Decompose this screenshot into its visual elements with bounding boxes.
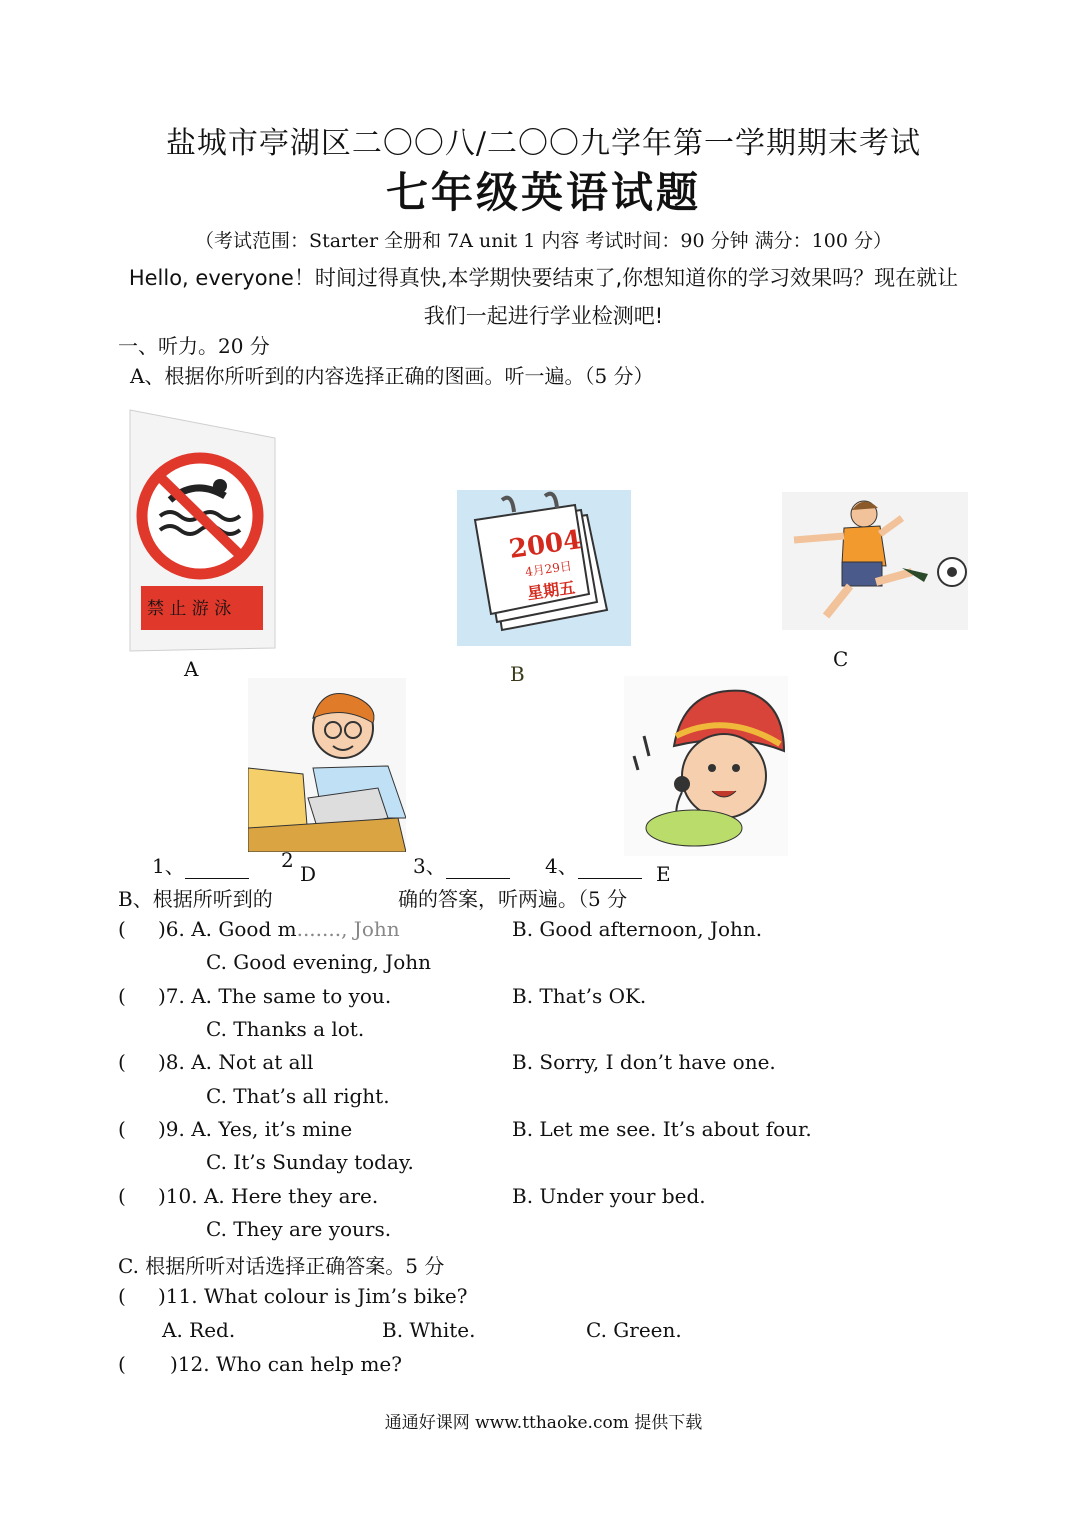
blank-4-line[interactable] [578,860,642,879]
blank-3-label: 3、 [413,854,446,878]
q9-option-c: C. It’s Sunday today. [206,1150,414,1174]
q6-option-a: )6. A. Good m [158,917,297,941]
part-b-instruction-right: 确的答案，听两遍。（5 分 [398,887,628,911]
exam-subtitle: （考试范围：Starter 全册和 7A unit 1 内容 考试时间：90 分钟 满分：100 分） [195,230,892,252]
q8-option-a: )8. A. Not at all [158,1050,314,1074]
q8-option-c: C. That’s all right. [206,1084,390,1108]
question-11 [118,1284,467,1308]
q10-option-b: B. Under your bed. [512,1184,706,1208]
blank-1-line[interactable] [185,860,249,879]
picture-d [248,678,406,852]
calendar-weekday: 星期五 [526,577,577,604]
picture-e [624,676,788,856]
exam-title-main: 七年级英语试题 [385,168,701,217]
answer-paren[interactable]: ( [118,984,126,1008]
picture-c [782,492,968,630]
q11-option-c: C. Green. [586,1318,682,1342]
blank-1-label: 1、 [152,854,185,878]
q9-option-a: )9. A. Yes, it’s mine [158,1117,353,1141]
calendar-date: 4月29日 [524,558,573,580]
football-player-icon [782,492,968,630]
question-10 [118,1184,378,1208]
q7-option-c: C. Thanks a lot. [206,1017,365,1041]
intro-line-2: 我们一起进行学业检测吧! [423,304,664,328]
section-heading-listening: 一、听力。20 分 [118,334,270,358]
boy-with-headphones-icon [624,676,788,856]
q11-option-a: A. Red. [162,1318,236,1342]
question-6 [118,917,400,941]
calendar-year: 2004 [507,525,584,565]
q7-option-b: B. That’s OK. [512,984,647,1008]
sign-text: 禁 止 游 泳 [147,599,232,619]
picture-a [125,408,280,653]
answer-blank-4[interactable] [545,850,642,879]
answer-paren[interactable]: ( [118,1050,126,1074]
q11-text: )11. What colour is Jim’s bike? [158,1284,468,1308]
blank-3-line[interactable] [446,860,510,879]
picture-label-c: C [833,647,849,671]
picture-label-e: E [656,862,671,886]
part-a-instruction: A、根据你所听到的内容选择正确的图画。听一遍。（5 分） [130,364,654,388]
intro-line-1: Hello, everyone！时间过得真快,本学期快要结束了,你想知道你的学习效果吗？现在就让 [128,266,959,290]
blank-4-label: 4、 [545,854,578,878]
q6-option-c: C. Good evening, John [206,950,431,974]
q6-option-b: B. Good afternoon, John. [512,917,763,941]
picture-b [457,490,631,646]
answer-paren[interactable]: ( [118,1284,126,1308]
q8-option-b: B. Sorry, I don’t have one. [512,1050,776,1074]
q12-text: )12. Who can help me? [170,1352,402,1376]
boy-at-computer-icon [248,678,406,852]
answer-blank-1[interactable] [152,850,249,879]
answer-paren[interactable]: ( [118,1117,126,1141]
footer-source: 通通好课网 www.tthaoke.com 提供下载 [384,1413,703,1433]
q10-option-a: )10. A. Here they are. [158,1184,379,1208]
answer-paren[interactable]: ( [118,1352,126,1376]
picture-label-b: B [510,662,525,686]
question-12 [118,1352,402,1376]
part-b-instruction-left: B、根据所听到的 [118,887,273,911]
picture-label-a: A [184,657,199,681]
q10-option-c: C. They are yours. [206,1217,392,1241]
blank-2-fragment: 2 [281,848,294,872]
answer-paren[interactable]: ( [118,917,126,941]
q7-option-a: )7. A. The same to you. [158,984,392,1008]
question-8 [118,1050,313,1074]
answer-blank-3[interactable] [413,850,510,879]
part-c-instruction: C. 根据所听对话选择正确答案。5 分 [118,1254,445,1278]
question-9 [118,1117,352,1141]
q6-option-a-obscured: ......., John [296,917,400,941]
question-7 [118,984,391,1008]
answer-paren[interactable]: ( [118,1184,126,1208]
q9-option-b: B. Let me see. It’s about four. [512,1117,812,1141]
exam-title-line1: 盐城市亭湖区二〇〇八/二〇〇九学年第一学期期末考试 [165,126,922,161]
q11-option-b: B. White. [382,1318,476,1342]
picture-label-d: D [300,862,317,886]
